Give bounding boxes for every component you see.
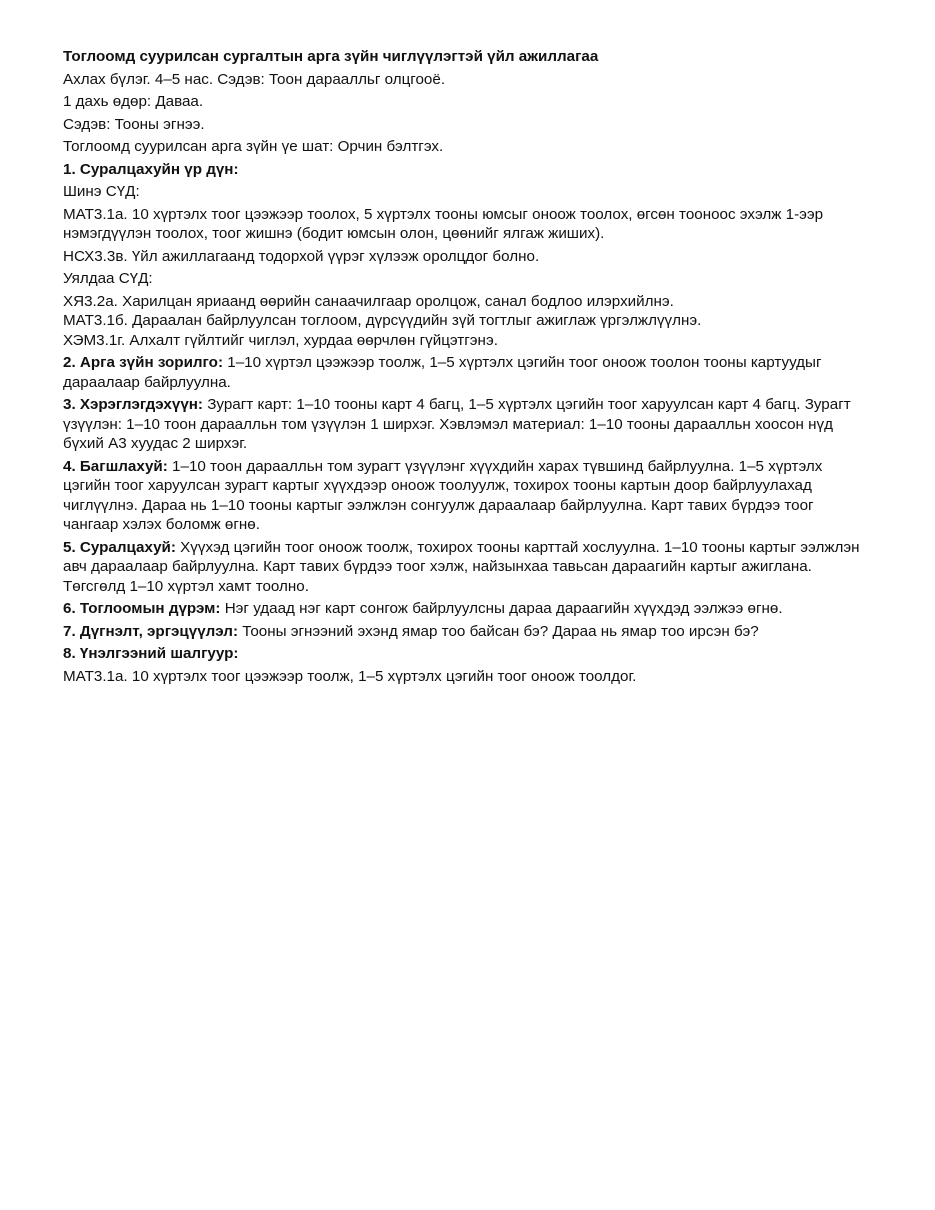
section-6-text: Нэг удаад нэг карт сонгож байрлуулсны дараа дараагийн хүүхдэд ээлжээ өгнө.: [224, 600, 783, 617]
section-8-heading: 8. Үнэлгээний шалгуур:: [63, 645, 239, 662]
day-line: 1 дахь өдөр: Даваа.: [63, 93, 204, 110]
section-1-heading: 1. Суралцахуйн үр дүн:: [63, 160, 239, 178]
section-4-heading: 4. Багшлахуй:: [63, 457, 168, 475]
section-2: [63, 353, 873, 392]
document-title: Тоглоомд суурилсан сургалтын арга зүйн чиглүүлэгтэй үйл ажиллагаа: [63, 48, 599, 65]
section-6-heading: 6. Тоглоомын дүрэм:: [63, 600, 221, 617]
section-6: [63, 599, 873, 619]
section-4-text: 1–10 тоон дараалльн том зурагт үзүүлэнг хүүхдийн харах түвшинд байрлуулна. 1–5 хүртэлх цэгийн тоог харуулсан зурагт картыг хүүхдээр оноож тоолуулж, тохирох тооны картын доор байрлуулахад чиглүүлнэ. Дараа нь 1–10 тооны картыг ээлжлэн сонгуулж дараалаар байрлуулна. Карт тавих бүрдээ тоог чангаар хэлэх боломж өгнө.: [63, 457, 823, 533]
section-3-text: Зурагт карт: 1–10 тооны карт 4 багц, 1–5 хүртэлх цэгийн тоог харуулсан карт 4 багц. Зурагт үзүүлэн: 1–10 тоон дараалльн том үзүүлэн 1 ширхэг. Хэвлэмэл материал: 1–10 тооны дараалльн хоосон нүд бүхий А3 хуудас 2 ширхэг.: [63, 396, 851, 452]
stage-line: Тоглоомд суурилсан арга зүйн үе шат: Орчин бэлтгэх.: [63, 138, 444, 155]
new-outcome-2: НСХ3.3в. Үйл ажиллагаанд тодорхой үүрэг хүлээж оролцдог болно.: [63, 247, 540, 265]
related-outcomes-label: Уялдаа СҮД:: [63, 270, 153, 287]
topic-line: Сэдэв: Тооны эгнээ.: [63, 115, 205, 133]
section-3-heading: 3. Хэрэглэгдэхүүн:: [63, 396, 203, 413]
section-8-text: МАТ3.1а. 10 хүртэлх тоог цээжээр тоолж, 1–5 хүртэлх цэгийн тоог оноож тоолдог.: [63, 667, 637, 685]
section-3: [63, 395, 873, 454]
section-5-text: Хүүхэд цэгийн тоог оноож тоолж, тохирох тооны карттай хослуулна. 1–10 тооны картыг ээлжлэн авч дараалаар байрлуулна. Карт тавих бүрдээ тоог хэлж, найзынхаа тавьсан дараагийн картыг ажиглана. Төгсгөлд 1–10 хүртэл хамт тоолно.: [63, 538, 860, 595]
section-5: [63, 538, 873, 597]
new-outcomes-label: Шинэ СҮД:: [63, 183, 140, 200]
section-7-heading: 7. Дүгнэлт, эргэцүүлэл:: [63, 622, 239, 640]
related-outcome-3: ХЭМ3.1г. Алхалт гүйлтийг чиглэл, хурдаа өөрчлөн гүйцэтгэнэ.: [63, 331, 498, 349]
section-2-text: 1–10 хүртэл цээжээр тоолж, 1–5 хүртэлх цэгийн тоог оноож тоолон тооны картуудыг дараалаар байрлуулна.: [63, 354, 822, 391]
related-outcome-2: МАТ3.1б. Дараалан байрлуулсан тоглоом, дүрсүүдийн зүй тогтлыг ажиглаж үргэлжлүүлнэ.: [63, 312, 702, 329]
related-outcome-1: ХЯ3.2а. Харилцан яриаанд өөрийн санаачилгаар оролцож, санал бодлоо илэрхийлнэ.: [63, 292, 674, 310]
section-7: [63, 622, 873, 642]
group-line: Ахлах бүлэг. 4–5 нас. Сэдэв: Тоон дараалльг олцгооё.: [63, 70, 446, 88]
new-outcome-1: МАТ3.1а. 10 хүртэлх тоог цээжээр тоолох, 5 хүртэлх тооны юмсыг оноож тоолох, өгсөн тооноос эхэлж 1-ээр нэмэгдүүлэн тоолох, тоог жишнэ (бодит юмсын олон, цөөнийг ялгаж жиших).: [63, 205, 824, 242]
document-page: [63, 47, 873, 689]
section-7-text: Тооны эгнээний эхэнд ямар тоо байсан бэ? Дараа нь ямар тоо ирсэн бэ?: [242, 622, 759, 640]
section-4: [63, 457, 873, 535]
section-2-heading: 2. Арга зүйн зорилго:: [63, 354, 224, 371]
section-5-heading: 5. Суралцахуй:: [63, 538, 176, 556]
